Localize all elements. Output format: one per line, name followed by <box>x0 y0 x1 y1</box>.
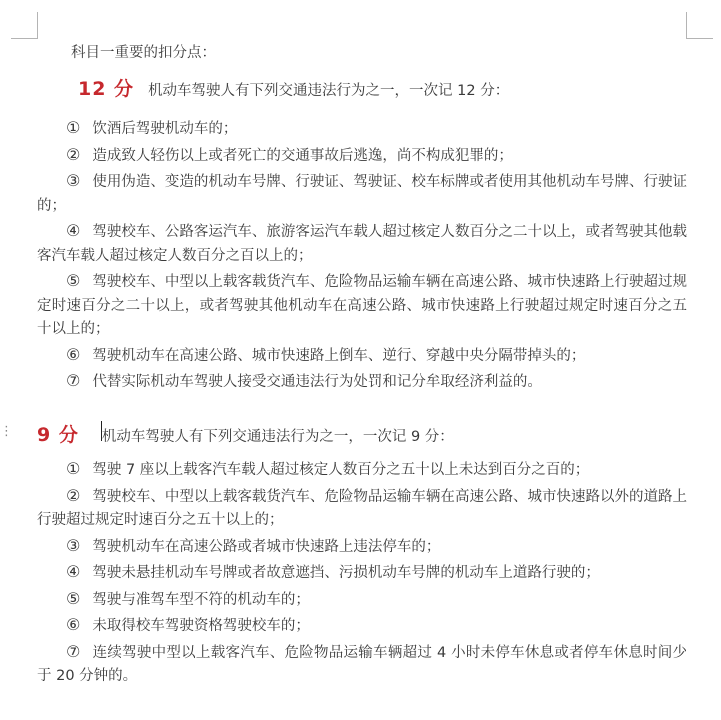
section-9-list <box>37 457 687 690</box>
list-item-text: 驾驶校车、公路客运汽车、旅游客运汽车载人超过核定人数百分之二十以上，或者驾驶其他载客汽车载人超过核定人数百分之百以上的； <box>37 224 687 264</box>
list-item-number: ⑥ <box>66 344 81 364</box>
list-item-text: 驾驶校车、中型以上载客载货汽车、危险物品运输车辆在高速公路、城市快速路以外的道路上行驶超过规定时速百分之五十以上的； <box>37 488 687 528</box>
list-item-number: ⑦ <box>66 641 81 661</box>
page-corner-mark-top-left <box>11 12 38 39</box>
list-item-number: ① <box>66 118 81 137</box>
section-12-list <box>37 116 687 396</box>
list-item-text: 饮酒后驾驶机动车的； <box>92 121 238 137</box>
points-label-9: 9 分 <box>37 424 79 446</box>
list-item-text: 造成致人轻伤以上或者死亡的交通事故后逃逸，尚不构成犯罪的； <box>92 147 513 164</box>
list-item-text: 驾驶未悬挂机动车号牌或者故意遮挡、污损机动车号牌的机动车上道路行驶的； <box>92 565 600 581</box>
list-item-number: ⑥ <box>66 615 81 634</box>
list-item <box>37 369 687 395</box>
list-item-number: ⑤ <box>66 271 81 290</box>
list-item-number: ① <box>66 459 81 478</box>
list-item-text: 驾驶 7 座以上载客汽车载人超过核定人数百分之五十以上未达到百分之百的； <box>92 462 590 478</box>
margin-marker-icon: ⋮ <box>0 424 12 439</box>
list-item <box>37 269 687 342</box>
list-item <box>37 219 687 268</box>
list-item <box>37 587 687 613</box>
section-12-heading-text: 机动车驾驶人有下列交通违法行为之一，一次记 12 分： <box>148 83 510 99</box>
list-item-number: ② <box>66 144 81 164</box>
list-item-text: 驾驶与准驾车型不符的机动车的； <box>92 591 310 608</box>
list-item <box>37 457 687 483</box>
list-item-text: 驾驶校车、中型以上载客载货汽车、危险物品运输车辆在高速公路、城市快速路上行驶超过规定时速百分之二十以上，或者驾驶其他机动车在高速公路、城市快速路上行驶超过规定时速百分之五十以上的； <box>37 274 687 337</box>
section-9-heading-text: 机动车驾驶人有下列交通违法行为之一，一次记 9 分： <box>101 429 454 445</box>
list-item-number: ③ <box>66 171 81 190</box>
list-item-text: 未取得校车驾驶资格驾驶校车的； <box>92 618 310 634</box>
section-9-heading <box>37 421 454 450</box>
list-item-text: 连续驾驶中型以上载客汽车、危险物品运输车辆超过 4 小时未停车休息或者停车休息时间少于 20 分钟的。 <box>37 644 687 684</box>
intro-line: 科目一重要的扣分点： <box>71 45 216 61</box>
list-item-text: 驾驶机动车在高速公路或者城市快速路上违法停车的； <box>92 538 441 555</box>
list-item <box>37 343 687 369</box>
list-item <box>37 534 687 560</box>
list-item-text: 使用伪造、变造的机动车号牌、行驶证、驾驶证、校车标牌或者使用其他机动车号牌、行驶证的； <box>37 174 687 214</box>
points-label-12: 12 分 <box>78 78 135 100</box>
list-item <box>37 613 687 639</box>
list-item-text: 代替实际机动车驾驶人接受交通违法行为处罚和记分牟取经济利益的。 <box>92 374 542 390</box>
page-corner-mark-top-right <box>686 12 713 39</box>
list-item <box>37 560 687 586</box>
list-item <box>37 640 687 689</box>
list-item-number: ③ <box>66 535 81 555</box>
list-item-text: 驾驶机动车在高速公路、城市快速路上倒车、逆行、穿越中央分隔带掉头的； <box>92 347 586 364</box>
list-item-number: ② <box>66 485 81 505</box>
list-item <box>37 116 687 142</box>
list-item <box>37 484 687 533</box>
list-item <box>37 143 687 169</box>
list-item-number: ④ <box>66 221 81 240</box>
list-item-number: ④ <box>66 562 81 581</box>
list-item-number: ⑤ <box>66 588 81 608</box>
list-item <box>37 169 687 218</box>
list-item-number: ⑦ <box>66 371 81 390</box>
section-12-heading <box>78 78 509 104</box>
